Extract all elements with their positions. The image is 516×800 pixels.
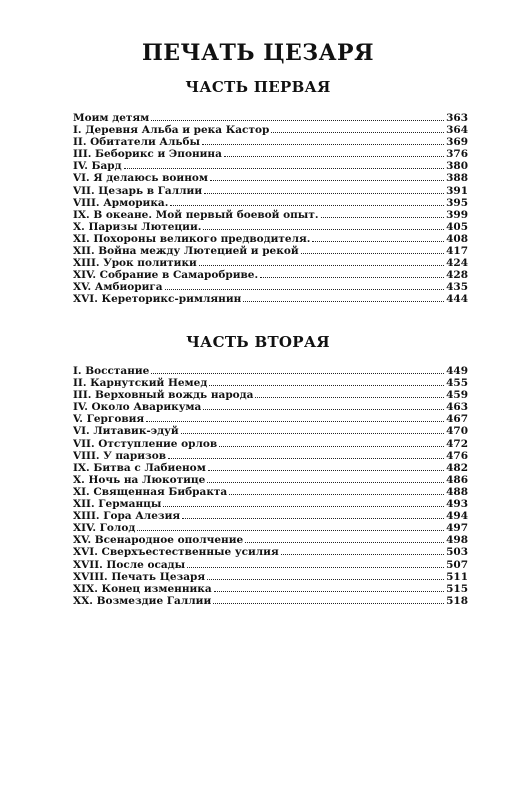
toc-entry-page: 376 (446, 148, 468, 161)
toc-entry (73, 546, 468, 558)
toc-entry (73, 595, 468, 607)
dot-leader (321, 209, 445, 218)
toc-entry-page: 476 (446, 449, 468, 462)
toc-entry (73, 148, 468, 160)
toc-entry-page: 449 (446, 365, 468, 377)
toc-entry-title: I. Деревня Альба и река Кастор (73, 124, 270, 137)
toc-entry-title: IX. В океане. Мой первый боевой опыт. (73, 208, 319, 221)
toc-entry (73, 293, 468, 305)
toc-entry-page: 494 (446, 510, 468, 523)
toc-entry-title: XVI. Сверхъестественные усилия (73, 546, 279, 559)
dot-leader (245, 534, 444, 543)
toc-part-two (73, 365, 468, 607)
dot-leader (182, 510, 444, 519)
toc-entry-title: Моим детям (73, 112, 150, 124)
toc-entry-page: 424 (446, 257, 468, 270)
dot-leader (199, 257, 444, 266)
dot-leader (224, 148, 444, 157)
toc-entry-page: 497 (446, 522, 468, 535)
toc-entry-page: 459 (446, 389, 468, 402)
toc-entry (73, 522, 468, 534)
toc-entry (73, 571, 468, 583)
toc-entry (73, 450, 468, 462)
dot-leader (203, 221, 444, 230)
toc-entry-page: 405 (446, 220, 468, 233)
dot-leader (213, 595, 444, 604)
toc-entry-title: VIII. У паризов (73, 449, 166, 462)
toc-entry-title: II. Обитатели Альбы (73, 136, 201, 149)
toc-entry (73, 474, 468, 486)
dot-leader (151, 112, 444, 121)
toc-entry-page: 482 (446, 461, 468, 474)
toc-entry-title: VII. Отступление орлов (73, 437, 218, 450)
toc-entry-page: 391 (446, 184, 468, 197)
toc-entry-page: 511 (446, 570, 468, 583)
toc-entry-title: I. Восстание (73, 365, 150, 377)
toc-entry-page: 435 (446, 281, 468, 294)
toc-entry (73, 269, 468, 281)
toc-entry (73, 112, 468, 124)
toc-entry-page: 486 (446, 473, 468, 486)
toc-entry (73, 209, 468, 221)
dot-leader (203, 401, 444, 410)
toc-entry-title: XX. Возмездие Галлии (73, 594, 212, 607)
toc-entry-page: 493 (446, 498, 468, 511)
toc-entry (73, 413, 468, 425)
toc-entry (73, 583, 468, 595)
toc-entry-page: 455 (446, 377, 468, 390)
toc-entry-page: 388 (446, 172, 468, 185)
dot-leader (202, 136, 444, 145)
toc-entry (73, 245, 468, 257)
toc-entry-title: XIV. Голод (73, 522, 136, 535)
toc-entry-title: XIII. Урок политики (73, 257, 197, 270)
toc-entry (73, 559, 468, 571)
dot-leader (151, 365, 444, 374)
toc-entry-page: 470 (446, 425, 468, 438)
toc-entry-title: V. Герговия (73, 413, 145, 426)
toc-entry-page: 488 (446, 485, 468, 498)
toc-entry-title: IV. Бард (73, 160, 122, 173)
toc-entry (73, 281, 468, 293)
toc-entry (73, 124, 468, 136)
dot-leader (146, 413, 444, 422)
toc-entry-title: II. Карнутский Немед (73, 377, 208, 390)
toc-entry (73, 221, 468, 233)
toc-entry (73, 365, 468, 377)
part-one-title: ЧАСТЬ ПЕРВАЯ (185, 78, 331, 96)
toc-entry (73, 401, 468, 413)
toc-entry (73, 510, 468, 522)
dot-leader (312, 233, 444, 242)
dot-leader (204, 185, 444, 194)
dot-leader (271, 124, 444, 133)
toc-entry (73, 462, 468, 474)
toc-entry-title: IV. Около Аварикума (73, 401, 202, 414)
dot-leader (209, 377, 444, 386)
toc-entry-page: 369 (446, 136, 468, 149)
toc-entry (73, 172, 468, 184)
toc-entry-title: XIV. Собрание в Самаробриве. (73, 269, 259, 282)
dot-leader (163, 498, 444, 507)
toc-entry (73, 160, 468, 172)
toc-entry-title: XI. Священная Бибракта (73, 485, 228, 498)
toc-entry (73, 534, 468, 546)
toc-entry-title: XI. Похороны великого предводителя. (73, 232, 311, 245)
toc-entry-page: 363 (446, 112, 468, 124)
page-title: ПЕЧАТЬ ЦЕЗАРЯ (142, 40, 374, 66)
toc-entry-title: XV. Всенародное ополчение (73, 534, 244, 547)
toc-entry-title: XV. Амбиорига (73, 281, 163, 294)
toc-entry (73, 377, 468, 389)
toc-entry-page: 463 (446, 401, 468, 414)
toc-entry-title: XII. Война между Лютецией и рекой (73, 245, 299, 258)
dot-leader (210, 172, 444, 181)
toc-entry (73, 425, 468, 437)
toc-entry-title: IX. Битва с Лабиеном (73, 461, 206, 474)
toc-entry-page: 364 (446, 124, 468, 137)
dot-leader (137, 522, 444, 531)
toc-entry (73, 389, 468, 401)
toc-entry-title: XVII. После осады (73, 558, 186, 571)
toc-entry (73, 197, 468, 209)
dot-leader (208, 462, 444, 471)
dot-leader (124, 160, 444, 169)
toc-entry-page: 380 (446, 160, 468, 173)
toc-entry-page: 395 (446, 196, 468, 209)
toc-entry-title: III. Беборикс и Эпонина (73, 148, 222, 161)
toc-entry-title: X. Паризы Лютеции. (73, 220, 202, 233)
toc-entry-page: 507 (446, 558, 468, 571)
toc-entry-page: 515 (446, 582, 468, 595)
dot-leader (170, 197, 444, 206)
toc-entry-page: 417 (446, 245, 468, 258)
dot-leader (207, 571, 444, 580)
toc-entry-page: 399 (446, 208, 468, 221)
dot-leader (243, 293, 444, 302)
dot-leader (207, 474, 444, 483)
toc-entry-title: VI. Литавик-эдуй (73, 425, 179, 438)
toc-part-one (73, 112, 468, 306)
toc-entry (73, 486, 468, 498)
toc-entry (73, 185, 468, 197)
toc-entry (73, 233, 468, 245)
toc-entry-page: 467 (446, 413, 468, 426)
toc-entry-title: VIII. Арморика. (73, 196, 169, 209)
toc-entry-title: III. Верховный вождь народа (73, 389, 254, 402)
toc-entry-title: XVIII. Печать Цезаря (73, 570, 206, 583)
toc-entry-title: XIX. Конец изменника (73, 582, 212, 595)
toc-entry (73, 498, 468, 510)
toc-entry-page: 472 (446, 437, 468, 450)
toc-entry-page: 503 (446, 546, 468, 559)
toc-entry-page: 498 (446, 534, 468, 547)
toc-entry-page: 428 (446, 269, 468, 282)
toc-entry-page: 408 (446, 232, 468, 245)
toc-entry-page: 518 (446, 594, 468, 607)
dot-leader (168, 450, 444, 459)
toc-entry (73, 257, 468, 269)
dot-leader (229, 486, 444, 495)
dot-leader (219, 438, 444, 447)
toc-entry (73, 136, 468, 148)
dot-leader (301, 245, 444, 254)
dot-leader (214, 583, 444, 592)
dot-leader (255, 389, 444, 398)
toc-entry-title: XVI. Кереторикс-римлянин (73, 293, 242, 306)
toc-entry-title: XII. Германцы (73, 498, 162, 511)
part-two-title: ЧАСТЬ ВТОРАЯ (186, 333, 330, 351)
dot-leader (187, 559, 444, 568)
toc-entry (73, 438, 468, 450)
dot-leader (281, 546, 444, 555)
dot-leader (165, 281, 444, 290)
toc-entry-title: XIII. Гора Алезия (73, 510, 181, 523)
toc-entry-title: VI. Я делаюсь воином (73, 172, 209, 185)
dot-leader (181, 425, 444, 434)
dot-leader (260, 269, 444, 278)
toc-entry-title: VII. Цезарь в Галлии (73, 184, 203, 197)
toc-entry-title: X. Ночь на Люкотице (73, 473, 206, 486)
toc-entry-page: 444 (446, 293, 468, 306)
